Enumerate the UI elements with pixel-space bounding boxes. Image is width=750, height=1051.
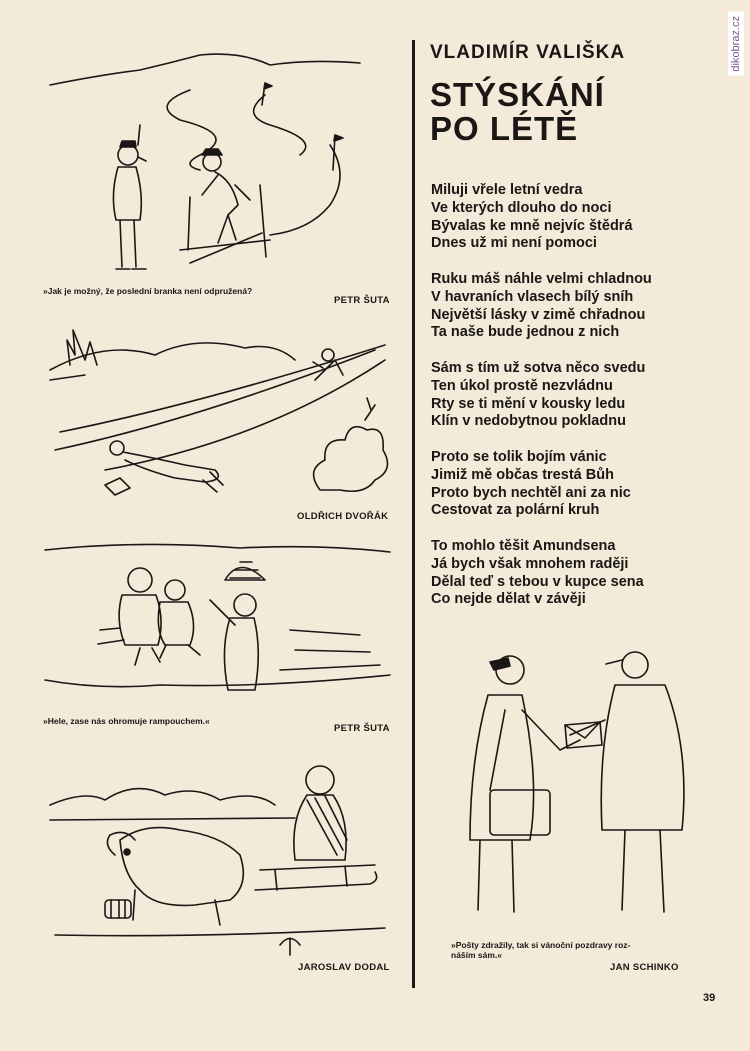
poem-title-line: STÝSKÁNÍ <box>430 76 605 113</box>
caption-line: náším sám.« <box>451 950 503 960</box>
poem-line: Ta naše bude jednou z nich <box>431 324 620 341</box>
poem-title-line: PO LÉTĚ <box>430 110 579 147</box>
poem-line: Ve kterých dlouho do noci <box>431 199 612 216</box>
poem-line: To mohlo těšit Amundsena <box>431 537 616 554</box>
poem-line: Jimiž mě občas trestá Bůh <box>431 466 614 483</box>
poem-stanza <box>431 538 652 609</box>
cartoon-caption: »Hele, zase nás ohromuje rampouchem.« <box>43 716 210 726</box>
poem-line: Ruku máš náhle velmi chladnou <box>431 270 652 287</box>
cartoon-skiers-illustration <box>40 45 370 285</box>
cartoon-artist: JAROSLAV DODAL <box>298 962 390 973</box>
watermark: dikobraz.cz <box>728 12 744 76</box>
poem-stanza <box>431 271 652 342</box>
cartoon-sunbather-illustration <box>45 320 390 505</box>
poem-line: V havraních vlasech bílý sníh <box>431 288 634 305</box>
cartoon-caption: »Jak je možný, že poslední branka není odpružená? <box>43 286 253 296</box>
poem-line: Proto bych nechtěl ani za nic <box>431 484 631 501</box>
poem-line: Co nejde dělat v závěji <box>431 591 586 608</box>
poem-line: Cestovat za polární kruh <box>431 502 600 519</box>
cartoon-postman-illustration <box>450 640 710 930</box>
poem-line: Rty se ti mění v kousky ledu <box>431 395 626 412</box>
cartoon-artist: PETR ŠUTA <box>334 723 390 734</box>
poem-stanza <box>431 182 652 253</box>
cartoon-dogsled-illustration <box>45 760 390 960</box>
poem-line: Ten úkol prostě nezvládnu <box>431 377 613 394</box>
cartoon-artist: OLDŘICH DVOŘÁK <box>297 511 389 522</box>
poem-line: Sám s tím už sotva něco svedu <box>431 359 646 376</box>
poem-title <box>430 78 605 146</box>
poem-line: Dnes už mi není pomoci <box>431 235 597 252</box>
poem-line: Já bych však mnohem raději <box>431 555 629 572</box>
poem-line: Klín v nedobytnou pokladnu <box>431 413 626 430</box>
cartoon-artist: JAN SCHINKO <box>610 962 679 973</box>
poem-stanza <box>431 360 652 431</box>
cartoon-artist: PETR ŠUTA <box>334 295 390 306</box>
poem-stanza <box>431 449 652 520</box>
column-divider <box>412 40 415 988</box>
poem-line: Největší lásky v zimě chřadnou <box>431 306 646 323</box>
poem-line: Dělal teď s tebou v kupce sena <box>431 573 644 590</box>
poem-line: Bývalas ke mně nejvíc štědrá <box>431 217 633 234</box>
poem-author: VLADIMÍR VALIŠKA <box>430 42 626 63</box>
poem-line: Miluji vřele letní vedra <box>431 182 583 198</box>
page-number: 39 <box>703 992 716 1004</box>
poem-body <box>431 182 652 627</box>
cartoon-eskimos-illustration <box>40 540 395 715</box>
poem-line: Proto se tolik bojím vánic <box>431 448 607 465</box>
cartoon-caption <box>451 940 630 960</box>
caption-line: »Pošty zdražily, tak si vánoční pozdravy roz- <box>451 940 631 950</box>
